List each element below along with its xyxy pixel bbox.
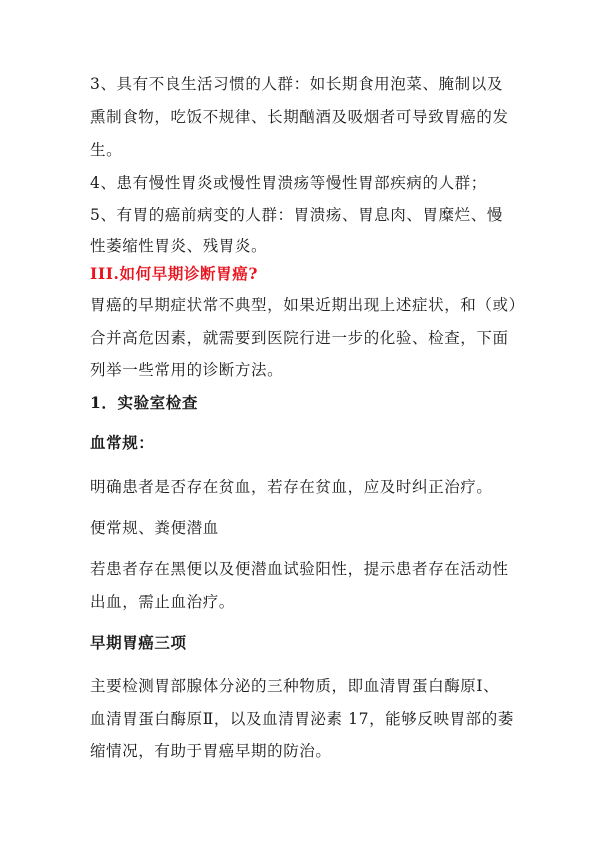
text-line: 明确患者是否存在贫血，若存在贫血，应及时纠正治疗。 — [90, 478, 493, 496]
text-line: 4、患有慢性胃炎或慢性胃溃疡等慢性胃部疾病的人群； — [90, 174, 487, 192]
text-line: 血清胃蛋白酶原Ⅱ，以及血清胃泌素 17，能够反映胃部的萎 — [90, 710, 514, 728]
text-line: 3、具有不良生活习惯的人群：如长期食用泡菜、腌制以及 — [90, 75, 503, 93]
subheading: 1．实验室检查 — [90, 393, 198, 412]
text-line: 生。 — [90, 141, 123, 159]
subheading: 血常规： — [90, 433, 155, 452]
text-line: 5、有胃的癌前病变的人群：胃溃疡、胃息肉、胃糜烂、慢 — [90, 206, 503, 224]
text-line: 性萎缩性胃炎、残胃炎。 — [90, 237, 268, 255]
text-line: 缩情况，有助于胃癌早期的防治。 — [90, 742, 332, 760]
text-line: 列举一些常用的诊断方法。 — [90, 361, 284, 379]
text-line: 主要检测胃部腺体分泌的三种物质，即血清胃蛋白酶原Ⅰ、 — [90, 677, 500, 695]
text-line: 便常规、粪便潜血 — [90, 519, 219, 537]
text-line: 若患者存在黑便以及便潜血试验阳性，提示患者存在活动性 — [90, 560, 509, 578]
text-line: 胃癌的早期症状常不典型，如果近期出现上述症状，和（或） — [90, 296, 525, 314]
text-line: 合并高危因素，就需要到医院行进一步的化验、检查，下面 — [90, 329, 509, 347]
section-heading: III.如何早期诊断胃癌? — [90, 264, 259, 283]
subheading: 早期胃癌三项 — [90, 633, 187, 652]
text-line: 出血，需止血治疗。 — [90, 593, 235, 611]
text-line: 熏制食物，吃饭不规律、长期酗酒及吸烟者可导致胃癌的发 — [90, 108, 509, 126]
